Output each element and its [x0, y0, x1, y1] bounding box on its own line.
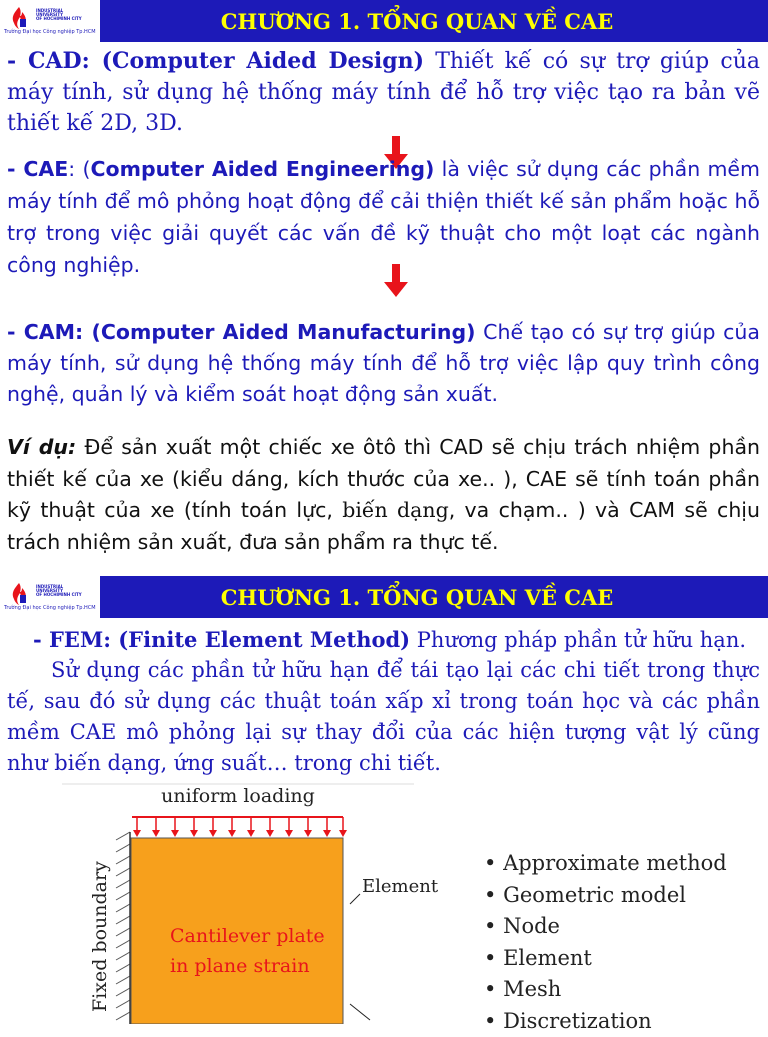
load-arrows: [133, 817, 347, 837]
fem-paragraph: [7, 655, 760, 779]
example-text-end: , va chạm.. ) và CAM sẽ chịu trách nhiệm sản xuất, đưa sản phẩm ra thực tế.: [7, 498, 760, 554]
cam-paragraph: [7, 317, 760, 410]
logo-line: INDUSTRIAL: [36, 9, 82, 13]
cae-term-sep: : (: [68, 157, 90, 181]
cae-term: - CAE: [7, 157, 68, 181]
down-arrow-icon: [384, 264, 408, 298]
logo-line: OF HOCHIMINH CITY: [36, 17, 82, 21]
slide-title: CHƯƠNG 1. TỔNG QUAN VỀ CAE: [221, 9, 614, 34]
list-item: • Node: [484, 911, 727, 943]
cae-description: là việc sử dụng các phần mềm máy tính để mô phỏng hoạt động để cải thiện thiết kế sản phẩm hoặc hỗ trợ trong việc giải quyết các vấn đề kỹ thuật cho một loạt các ngành công nghiệp.: [7, 157, 760, 277]
slide-title-bar: [100, 0, 768, 42]
list-item: • Approximate method: [484, 848, 727, 880]
logo-line: INDUSTRIAL: [36, 585, 82, 589]
slide1-header: [0, 0, 768, 42]
example-paragraph: [7, 432, 760, 558]
fem-concepts-list: [484, 848, 727, 1037]
list-item-text: Node: [503, 914, 560, 938]
fem-description: Phương pháp phần tử hữu hạn.: [410, 628, 746, 652]
list-item-text: Mesh: [503, 977, 561, 1001]
logo-caption: Trường Đại học Công nghiệp Tp.HCM: [4, 29, 96, 35]
fem-heading: [33, 624, 763, 656]
logo-line: OF HOCHIMINH CITY: [36, 593, 82, 597]
flame-logo-icon: [8, 6, 30, 30]
example-text: Để sản xuất một chiếc xe ôtô thì CAD sẽ chịu trách nhiệm phần thiết kế của xe (kiểu dáng, kích thước của xe.. ), CAE sẽ tính toán phần kỹ thuật của xe (tính toán lực,: [7, 435, 760, 522]
list-item-text: Geometric model: [503, 883, 686, 907]
logo-line: UNIVERSITY: [36, 13, 82, 17]
logo-caption: Trường Đại học Công nghiệp Tp.HCM: [4, 605, 96, 611]
cam-description: Chế tạo có sự trợ giúp của máy tính, sử dụng hệ thống máy tính để hỗ trợ việc lập quy trình công nghệ, quản lý và kiểm soát hoạt động sản xuất.: [7, 320, 760, 406]
list-item: • Discretization: [484, 1006, 727, 1037]
fixed-boundary-label: Fixed boundary: [89, 861, 111, 1012]
fem-paragraph-text: Sử dụng các phần tử hữu hạn để tái tạo lại các chi tiết trong thực tế, sau đó sử dụng các thuật toán xấp xỉ trong toán học và các phần mềm CAE mô phỏng lại sự thay đổi của các hiện tượng vật lý cũng như biến dạng, ứng suất… trong chi tiết.: [7, 658, 760, 775]
logo-text: [36, 9, 82, 21]
logo-line: UNIVERSITY: [36, 589, 82, 593]
list-item: • Mesh: [484, 974, 727, 1006]
cam-term: - CAM: (Computer Aided Manufacturing): [7, 320, 476, 344]
plate-label-line2: in plane strain: [170, 955, 310, 977]
slide-title-bar: [100, 576, 768, 618]
list-item-text: Discretization: [503, 1009, 652, 1033]
example-text-serif: biến dạng: [342, 498, 449, 522]
university-logo: [0, 576, 100, 618]
cad-description: Thiết kế có sự trợ giúp của máy tính, sử dụng hệ thống máy tính để hỗ trợ việc tạo ra bản vẽ thiết kế 2D, 3D.: [7, 49, 760, 136]
list-item: • Geometric model: [484, 880, 727, 912]
university-logo: [0, 0, 100, 42]
list-item-text: Approximate method: [503, 851, 727, 875]
fem-term: - FEM: (Finite Element Method): [33, 627, 410, 652]
example-label: Ví dụ:: [7, 435, 76, 459]
cad-term: - CAD: (Computer Aided Design): [7, 48, 424, 74]
logo-text: [36, 585, 82, 597]
cae-paragraph: [7, 153, 760, 281]
list-item: • Element: [484, 943, 727, 975]
cad-paragraph: [7, 46, 760, 139]
element-label: Element: [362, 876, 439, 897]
cae-term-full: Computer Aided Engineering): [90, 157, 434, 181]
plate-label-line1: Cantilever plate: [170, 925, 325, 947]
slide-title: CHƯƠNG 1. TỔNG QUAN VỀ CAE: [221, 585, 614, 610]
uniform-loading-label: uniform loading: [161, 785, 315, 807]
flame-logo-icon: [8, 582, 30, 606]
list-item-text: Element: [503, 946, 592, 970]
slide2-header: [0, 576, 768, 618]
